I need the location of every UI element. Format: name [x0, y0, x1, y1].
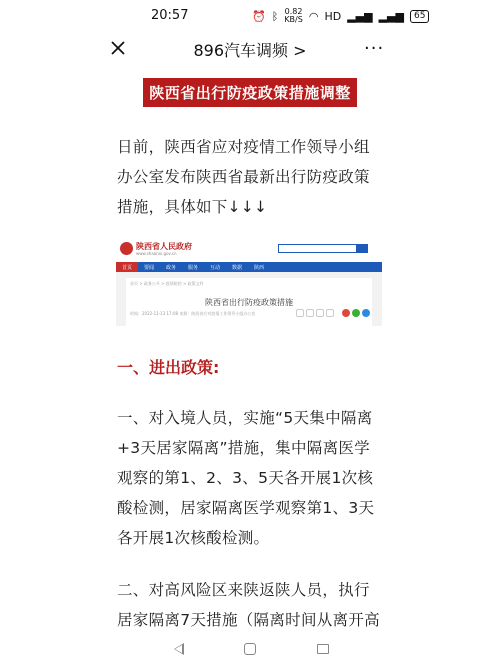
screenshot-search-button	[356, 244, 368, 253]
signal-icon: ▂▄▆	[347, 9, 373, 23]
screenshot-header	[116, 238, 382, 262]
more-icon[interactable]: ···	[364, 38, 385, 59]
headline-wrap	[0, 78, 500, 107]
account-title[interactable]: 896汽车调频 >	[193, 41, 307, 60]
screenshot-nav-item: 首页	[116, 262, 138, 272]
screenshot-site-url: www.shaanxi.gov.cn	[136, 251, 177, 256]
recent-apps-icon[interactable]	[317, 644, 329, 654]
screenshot-nav-item: 要闻	[143, 265, 154, 271]
screenshot-tools	[296, 309, 334, 317]
embedded-screenshot[interactable]	[116, 238, 382, 326]
screenshot-search-box	[278, 244, 364, 253]
status-bar	[0, 0, 500, 34]
wifi-icon: ◠	[308, 9, 319, 23]
screenshot-nav-item: 数据	[231, 265, 242, 271]
article-headline: 陕西省出行防疫政策措施调整	[143, 78, 357, 107]
network-speed-unit: KB/S	[284, 15, 303, 24]
top-nav	[0, 34, 500, 64]
screenshot-nav-item: 互动	[209, 265, 220, 271]
home-icon[interactable]	[244, 643, 256, 655]
bluetooth-icon: ᛒ	[271, 9, 279, 23]
qq-icon	[362, 309, 370, 317]
status-icons	[252, 8, 429, 24]
section-title: 一、进出政策:	[117, 358, 220, 377]
screenshot-nav	[116, 262, 382, 272]
screenshot-meta: 时间：2022-11-13 17:08 来源：陕西省应对疫情工作领导小组办公室	[130, 311, 256, 316]
battery-icon: 65	[410, 10, 429, 23]
screenshot-breadcrumb: 首页 > 政务公开 > 疫情防控 > 政策文件	[130, 281, 204, 286]
screenshot-nav-item: 服务	[187, 265, 198, 271]
screenshot-nav-item: 政务	[165, 265, 176, 271]
screenshot-nav-item: 陕西	[253, 265, 264, 271]
screenshot-article	[126, 278, 372, 326]
weibo-icon	[342, 309, 350, 317]
network-speed	[284, 8, 303, 24]
system-nav-bar	[0, 634, 500, 666]
hd-badge: HD	[324, 9, 342, 23]
policy-item-1: 一、对入境人员，实施“5天集中隔离+3天居家隔离”措施，集中隔离医学观察的第1、2、3、5天各开展1次核酸检测，居家隔离医学观察第1、3天各开展1次核酸检测。	[117, 409, 375, 547]
network-speed-value: 0.82	[284, 7, 303, 16]
alarm-icon: ⏰	[252, 9, 266, 23]
screenshot-site-name: 陕西省人民政府	[136, 242, 192, 251]
intro-paragraph: 日前，陕西省应对疫情工作领导小组办公室发布陕西省最新出行防疫政策措施，具体如下↓↓↓	[117, 138, 370, 216]
emblem-icon	[120, 242, 133, 255]
wechat-icon	[352, 309, 360, 317]
back-icon[interactable]	[174, 643, 184, 655]
policy-item-2: 二、对高风险区来陕返陕人员，执行居家隔离7天措施（隔离时间从离开高	[117, 581, 380, 629]
signal-icon-2: ▂▄▆	[378, 9, 404, 23]
screenshot-article-title: 陕西省出行防疫政策措施	[205, 298, 293, 307]
status-time: 20:57	[151, 8, 189, 23]
screenshot-share	[342, 309, 370, 317]
